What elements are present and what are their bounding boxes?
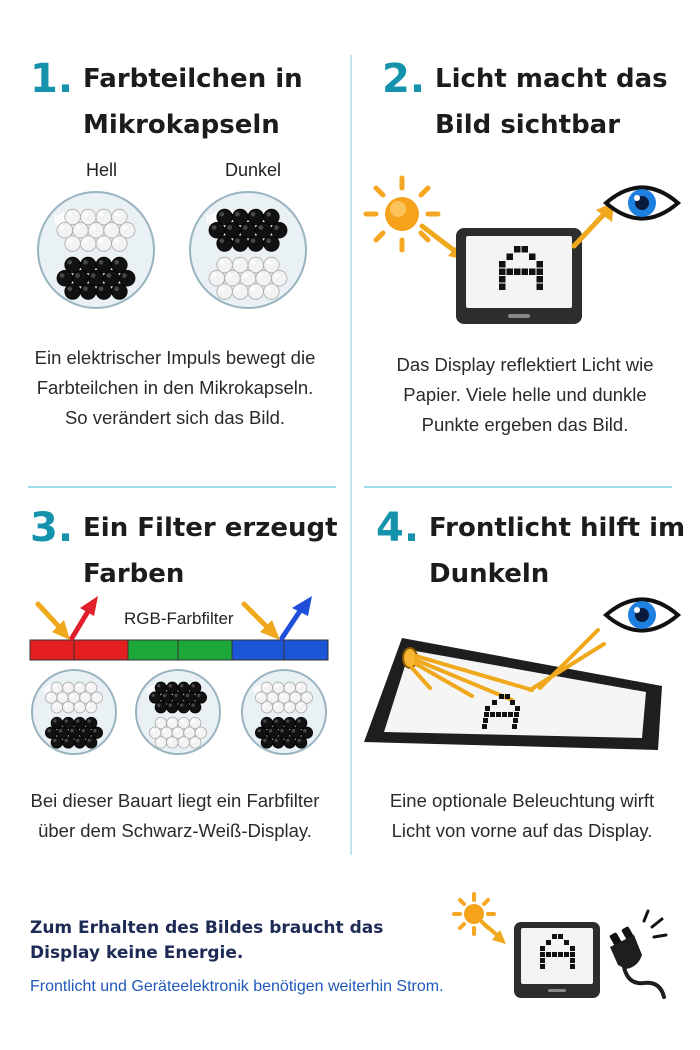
- black-particle: [273, 737, 284, 748]
- white-particle: [80, 236, 96, 252]
- screen-pixel: [499, 694, 504, 699]
- screen-pixel: [540, 946, 545, 951]
- white-particle: [178, 737, 189, 748]
- black-particle: [178, 702, 189, 713]
- white-particle: [155, 737, 166, 748]
- panel-2-description: Das Display reflektiert Licht wie Papier. Viele helle und dunkle Punkte ergeben das Bild.: [396, 354, 654, 435]
- eye-icon: [604, 180, 680, 226]
- panel-3-heading: Ein Filter erzeugt Farben: [83, 513, 338, 589]
- microcapsule-icon: [240, 668, 330, 758]
- white-particle: [74, 702, 85, 713]
- screen-pixel: [499, 269, 506, 276]
- screen-pixel: [570, 964, 575, 969]
- screen-pixel: [492, 700, 497, 705]
- screen-pixel: [515, 706, 520, 711]
- black-particle: [264, 236, 280, 252]
- white-particle: [217, 284, 233, 300]
- black-particle: [51, 737, 62, 748]
- screen-pixel: [570, 946, 575, 951]
- white-particle: [85, 702, 96, 713]
- rgb-filter-strip: [30, 596, 330, 666]
- screen-pixel: [570, 958, 575, 963]
- panel-1-number: 1.: [30, 56, 74, 102]
- screen-pixel: [546, 952, 551, 957]
- footer-bold-text: Zum Erhalten des Bildes braucht das Display keine Energie.: [30, 918, 384, 963]
- panel-4-description: Eine optionale Beleuchtung wirft Licht von vorne auf das Display.: [389, 790, 655, 841]
- screen-pixel: [485, 706, 490, 711]
- white-particle: [65, 236, 81, 252]
- screen-pixel: [552, 934, 557, 939]
- microcapsule-icon: [36, 190, 156, 320]
- panel-2-title: [382, 56, 668, 148]
- black-particle: [261, 737, 272, 748]
- white-particle: [295, 702, 306, 713]
- screen-pixel: [558, 952, 563, 957]
- screen-pixel: [564, 952, 569, 957]
- microcapsule-icon: [30, 668, 120, 758]
- black-particle: [295, 737, 306, 748]
- screen-pixel: [552, 952, 557, 957]
- panel-3-title: [30, 505, 338, 597]
- panel-3-description: Bei dieser Bauart liegt ein Farbfilter über dem Schwarz-Weiß-Display.: [30, 790, 320, 841]
- screen-pixel: [537, 284, 544, 291]
- screen-pixel: [482, 724, 487, 729]
- tablet-icon: [512, 920, 602, 1000]
- white-particle: [112, 236, 128, 252]
- white-particle: [96, 236, 112, 252]
- white-particle: [51, 702, 62, 713]
- screen-pixel: [508, 712, 513, 717]
- screen-pixel: [537, 261, 544, 268]
- screen-pixel: [570, 952, 575, 957]
- sun-icon: [452, 892, 512, 952]
- screen-pixel: [514, 712, 519, 717]
- plug-icon: [604, 905, 674, 1000]
- screen-pixel: [507, 254, 514, 261]
- screen-pixel: [514, 269, 521, 276]
- white-particle: [261, 702, 272, 713]
- screen-pixel: [483, 718, 488, 723]
- panel-1-heading: Farbteilchen in Mikrokapseln: [83, 64, 303, 140]
- screen-pixel: [499, 261, 506, 268]
- screen-pixel: [558, 934, 563, 939]
- white-particle: [63, 702, 74, 713]
- microcapsule-icon: [188, 190, 308, 320]
- screen-pixel: [507, 269, 514, 276]
- screen-pixel: [496, 712, 501, 717]
- black-particle: [80, 284, 96, 300]
- black-particle: [74, 737, 85, 748]
- screen-pixel: [540, 964, 545, 969]
- black-particle: [284, 737, 295, 748]
- label-hell: Hell: [86, 160, 118, 180]
- white-particle: [189, 737, 200, 748]
- light-arrow-icon: [38, 596, 98, 640]
- white-particle: [248, 284, 264, 300]
- screen-pixel: [529, 269, 536, 276]
- panel-3-number: 3.: [30, 505, 74, 551]
- black-particle: [65, 284, 81, 300]
- white-particle: [284, 702, 295, 713]
- screen-pixel: [484, 712, 489, 717]
- black-particle: [63, 737, 74, 748]
- screen-pixel: [537, 276, 544, 283]
- panel-2-number: 2.: [382, 56, 426, 102]
- black-particle: [112, 284, 128, 300]
- panel-4-heading: Frontlicht hilft im Dunkeln: [429, 513, 686, 589]
- screen-pixel: [510, 700, 515, 705]
- vertical-divider: [350, 55, 352, 855]
- horizontal-divider-right: [364, 486, 672, 488]
- white-particle: [232, 284, 248, 300]
- panel-2-heading: Licht macht das Bild sichtbar: [435, 64, 668, 140]
- panel-1-description: Ein elektrischer Impuls bewegt die Farbteilchen in den Mikrokapseln. So verändert sich das Bild.: [34, 347, 316, 428]
- horizontal-divider-left: [28, 486, 336, 488]
- black-particle: [155, 702, 166, 713]
- screen-pixel: [540, 952, 545, 957]
- black-particle: [167, 702, 178, 713]
- screen-pixel: [499, 276, 506, 283]
- screen-pixel: [540, 958, 545, 963]
- black-particle: [217, 236, 233, 252]
- filter-label: RGB-Farbfilter: [124, 609, 234, 628]
- white-particle: [167, 737, 178, 748]
- screen-pixel: [546, 940, 551, 945]
- black-particle: [232, 236, 248, 252]
- tablet-frontlight-icon: [362, 630, 672, 760]
- black-particle: [248, 236, 264, 252]
- white-particle: [273, 702, 284, 713]
- tablet-icon: [454, 226, 584, 326]
- label-dunkel: Dunkel: [225, 160, 282, 180]
- screen-pixel: [490, 712, 495, 717]
- screen-pixel: [499, 284, 506, 291]
- panel-4-title: [376, 505, 685, 597]
- black-particle: [85, 737, 96, 748]
- screen-pixel: [502, 712, 507, 717]
- panel-1-title: [30, 56, 303, 148]
- screen-pixel: [522, 269, 529, 276]
- footer-blue-text: Frontlicht und Geräteelektronik benötigen weiterhin Strom.: [30, 978, 444, 995]
- light-arrow-icon: [244, 596, 312, 640]
- screen-pixel: [514, 246, 521, 253]
- black-particle: [189, 702, 200, 713]
- white-particle: [264, 284, 280, 300]
- screen-pixel: [564, 940, 569, 945]
- screen-pixel: [513, 718, 518, 723]
- screen-pixel: [537, 269, 544, 276]
- black-particle: [96, 284, 112, 300]
- screen-pixel: [505, 694, 510, 699]
- panel-4-number: 4.: [376, 505, 420, 551]
- screen-pixel: [529, 254, 536, 261]
- screen-pixel: [512, 724, 517, 729]
- microcapsule-icon: [134, 668, 224, 758]
- screen-pixel: [522, 246, 529, 253]
